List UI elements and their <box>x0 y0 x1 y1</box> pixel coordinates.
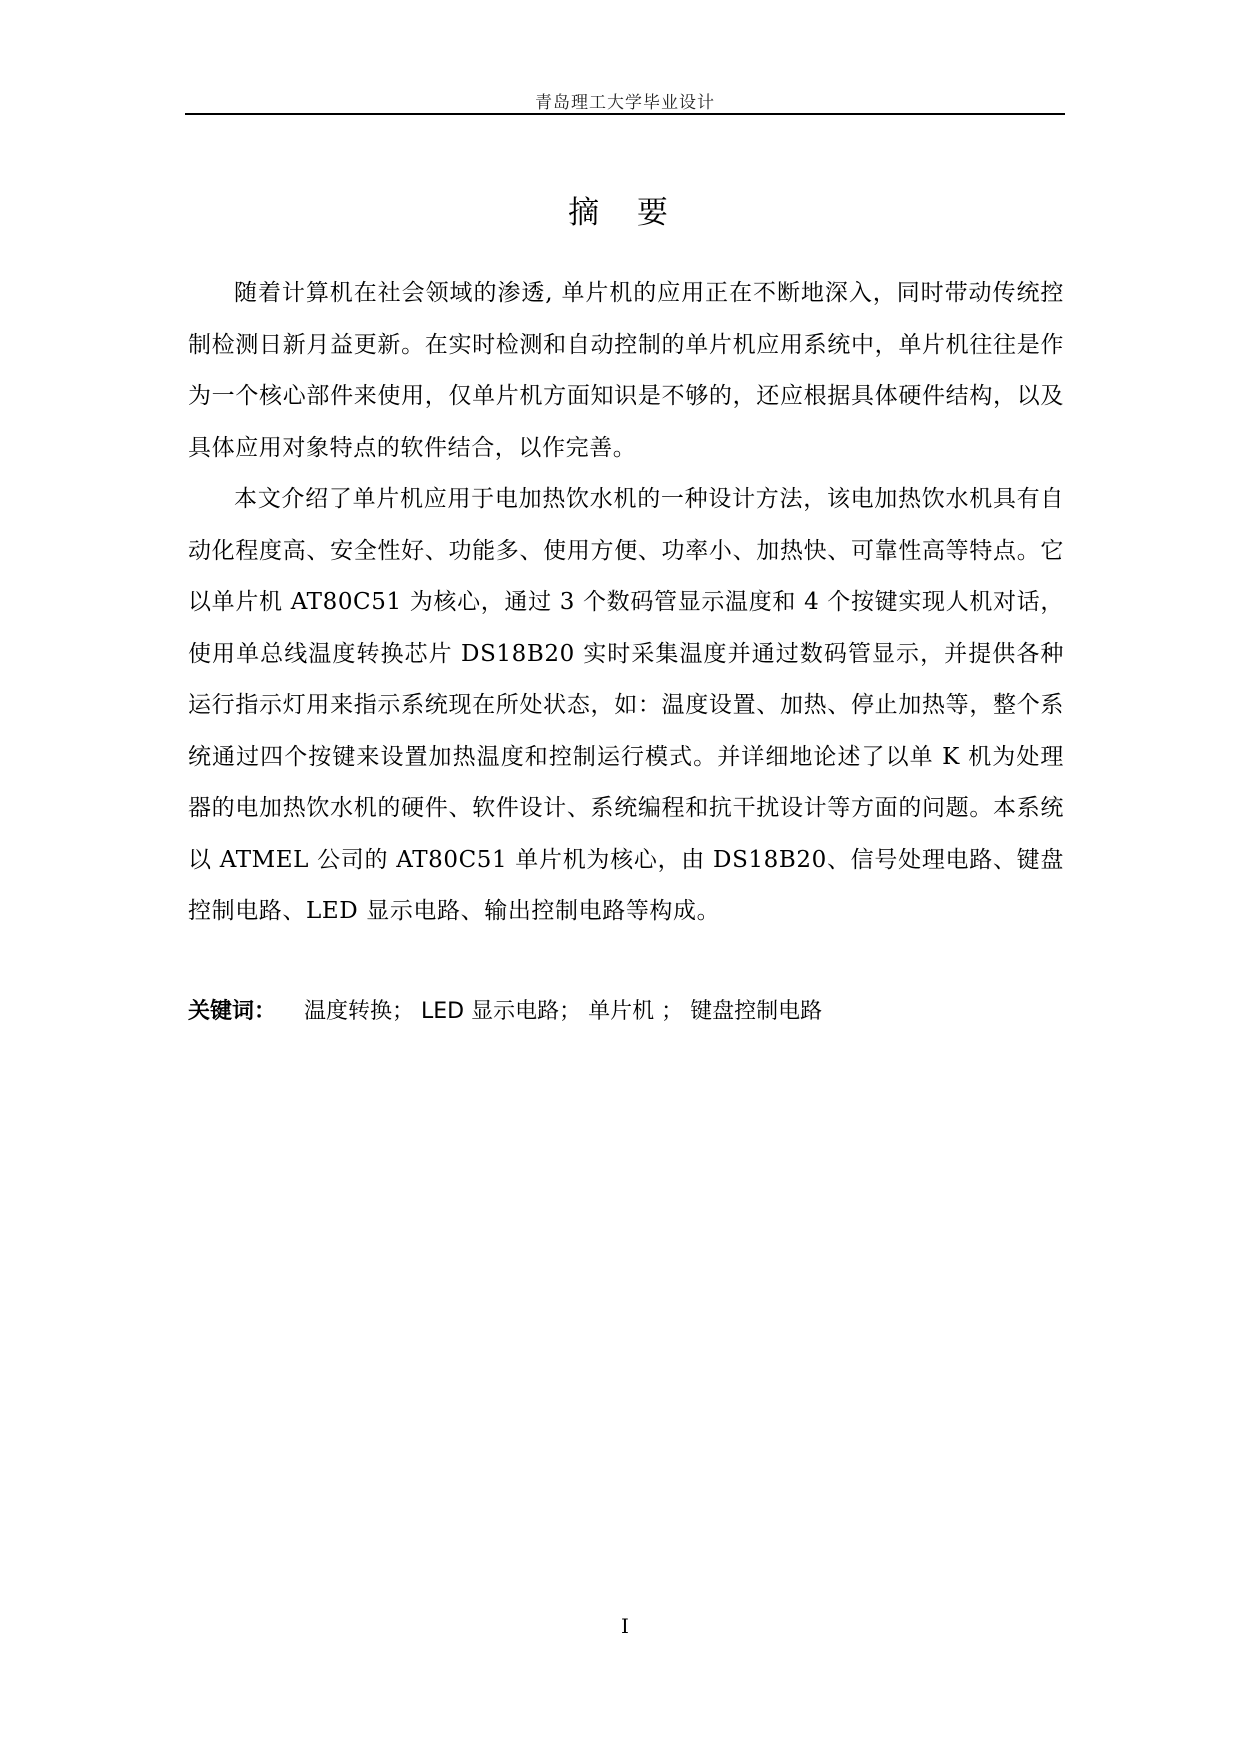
header-divider <box>185 113 1065 115</box>
keywords-label: 关键词： <box>188 999 277 1024</box>
abstract-paragraph-1: 随着计算机在社会领域的渗透, 单片机的应用正在不断地深入，同时带动传统控制检测日新月益更新。在实时检测和自动控制的单片机应用系统中，单片机往往是作为一个核心部件来使用，仅单片机方面知识是不够的，还应根据具体硬件结构，以及具体应用对象特点的软件结合，以作完善。 <box>188 280 1064 461</box>
abstract-title: 摘 要 <box>568 195 682 231</box>
abstract-paragraph-2: 本文介绍了单片机应用于电加热饮水机的一种设计方法，该电加热饮水机具有自动化程度高、安全性好、功能多、使用方便、功率小、加热快、可靠性高等特点。它以单片机 AT80C51 为核心，通过 3 个数码管显示温度和 4 个按键实现人机对话，使用单总线温度转换芯片 DS18B20 实时采集温度并通过数码管显示，并提供各种运行指示灯用来指示系统现在所处状态，如：温度设置、加热、停止加热等，整个系统通过四个按键来设置加热温度和控制运行模式。并详细地论述了以单 K 机为处理器的电加热饮水机的硬件、软件设计、系统编程和抗干扰设计等方面的问题。本系统以 ATMEL 公司的 AT80C51 单片机为核心，由 DS18B20、信号处理电路、键盘控制电路、LED 显示电路、输出控制电路等构成。 <box>188 486 1064 924</box>
keywords-values: 温度转换； LED 显示电路； 单片机 ； 键盘控制电路 <box>304 999 823 1024</box>
page-number: I <box>621 1614 629 1638</box>
abstract-body <box>188 268 1064 938</box>
page-header: 青岛理工大学毕业设计 <box>535 93 715 113</box>
keywords-line <box>188 992 1064 1032</box>
